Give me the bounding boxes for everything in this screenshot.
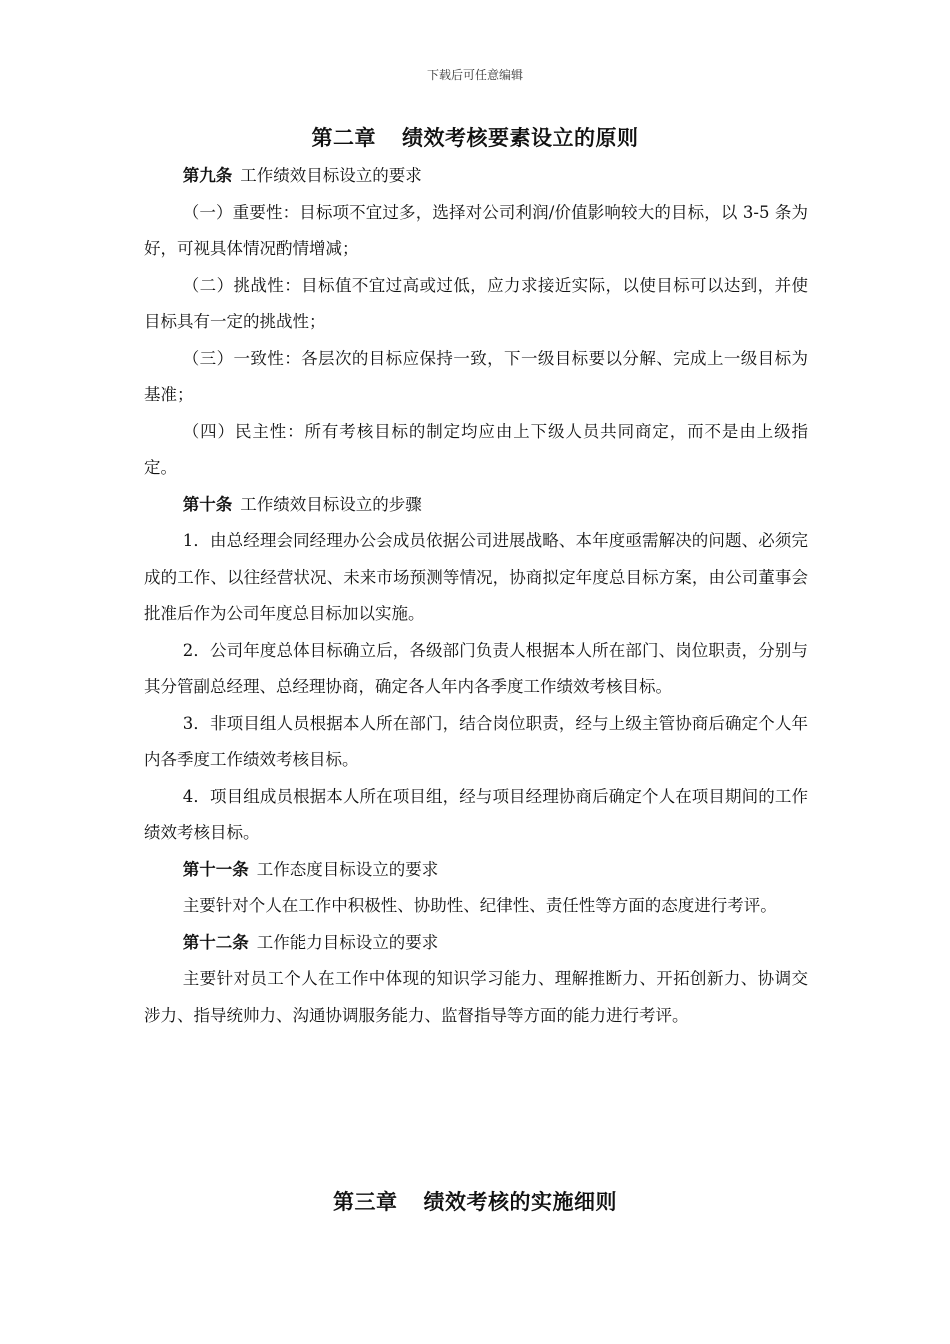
article-9-item: （四）民主性：所有考核目标的制定均应由上下级人员共同商定，而不是由上级指定。 <box>144 421 808 477</box>
article-9-item: （三）一致性：各层次的目标应保持一致，下一级目标要以分解、完成上一级目标为基准； <box>144 348 808 404</box>
chapter-2-heading <box>0 122 950 152</box>
article-11-heading <box>144 852 808 889</box>
article-9-heading <box>144 158 808 195</box>
article-10-heading <box>144 487 808 524</box>
article-11-title: 工作态度目标设立的要求 <box>256 859 439 879</box>
article-12-title: 工作能力目标设立的要求 <box>256 932 439 952</box>
chapter-2-label: 第二章 <box>311 125 376 150</box>
article-10-item: 2．公司年度总体目标确立后，各级部门负责人根据本人所在部门、岗位职责，分别与其分管副总经理、总经理协商，确定各人年内各季度工作绩效考核目标。 <box>144 640 808 696</box>
chapter-3-title: 绩效考核的实施细则 <box>423 1189 617 1214</box>
article-12-label: 第十二条 <box>182 932 249 952</box>
article-10-item: 4．项目组成员根据本人所在项目组，经与项目经理协商后确定个人在项目期间的工作绩效考核目标。 <box>144 786 808 842</box>
article-11-label: 第十一条 <box>182 859 249 879</box>
article-9-item: （二）挑战性：目标值不宜过高或过低，应力求接近实际，以使目标可以达到，并使目标具有一定的挑战性； <box>144 275 808 331</box>
article-10-label: 第十条 <box>182 494 233 514</box>
header-note: 下载后可任意编辑 <box>426 68 523 82</box>
chapter-3-heading <box>0 1186 950 1216</box>
article-12-heading <box>144 925 808 962</box>
document-body <box>144 158 808 1034</box>
article-9-title: 工作绩效目标设立的要求 <box>240 166 422 185</box>
article-11-text: 主要针对个人在工作中积极性、协助性、纪律性、责任性等方面的态度进行考评。 <box>182 896 777 915</box>
chapter-3-label: 第三章 <box>333 1189 398 1214</box>
article-10-item: 3．非项目组人员根据本人所在部门，结合岗位职责，经与上级主管协商后确定个人年内各季度工作绩效考核目标。 <box>144 713 808 769</box>
article-10-item: 1．由总经理会同经理办公会成员依据公司进展战略、本年度亟需解决的问题、必须完成的工作、以往经营状况、未来市场预测等情况，协商拟定年度总目标方案，由公司董事会批准后作为公司年度总目标加以实施。 <box>144 531 808 623</box>
article-10-title: 工作绩效目标设立的步骤 <box>240 494 422 514</box>
article-9-label: 第九条 <box>182 166 233 185</box>
article-9-item: （一）重要性：目标项不宜过多，选择对公司利润/价值影响较大的目标，以 3-5 条为好，可视具体情况酌情增减； <box>144 202 808 258</box>
article-12-text: 主要针对员工个人在工作中体现的知识学习能力、理解推断力、开拓创新力、协调交涉力、指导统帅力、沟通协调服务能力、监督指导等方面的能力进行考评。 <box>144 969 808 1025</box>
chapter-2-title: 绩效考核要素设立的原则 <box>402 125 639 150</box>
